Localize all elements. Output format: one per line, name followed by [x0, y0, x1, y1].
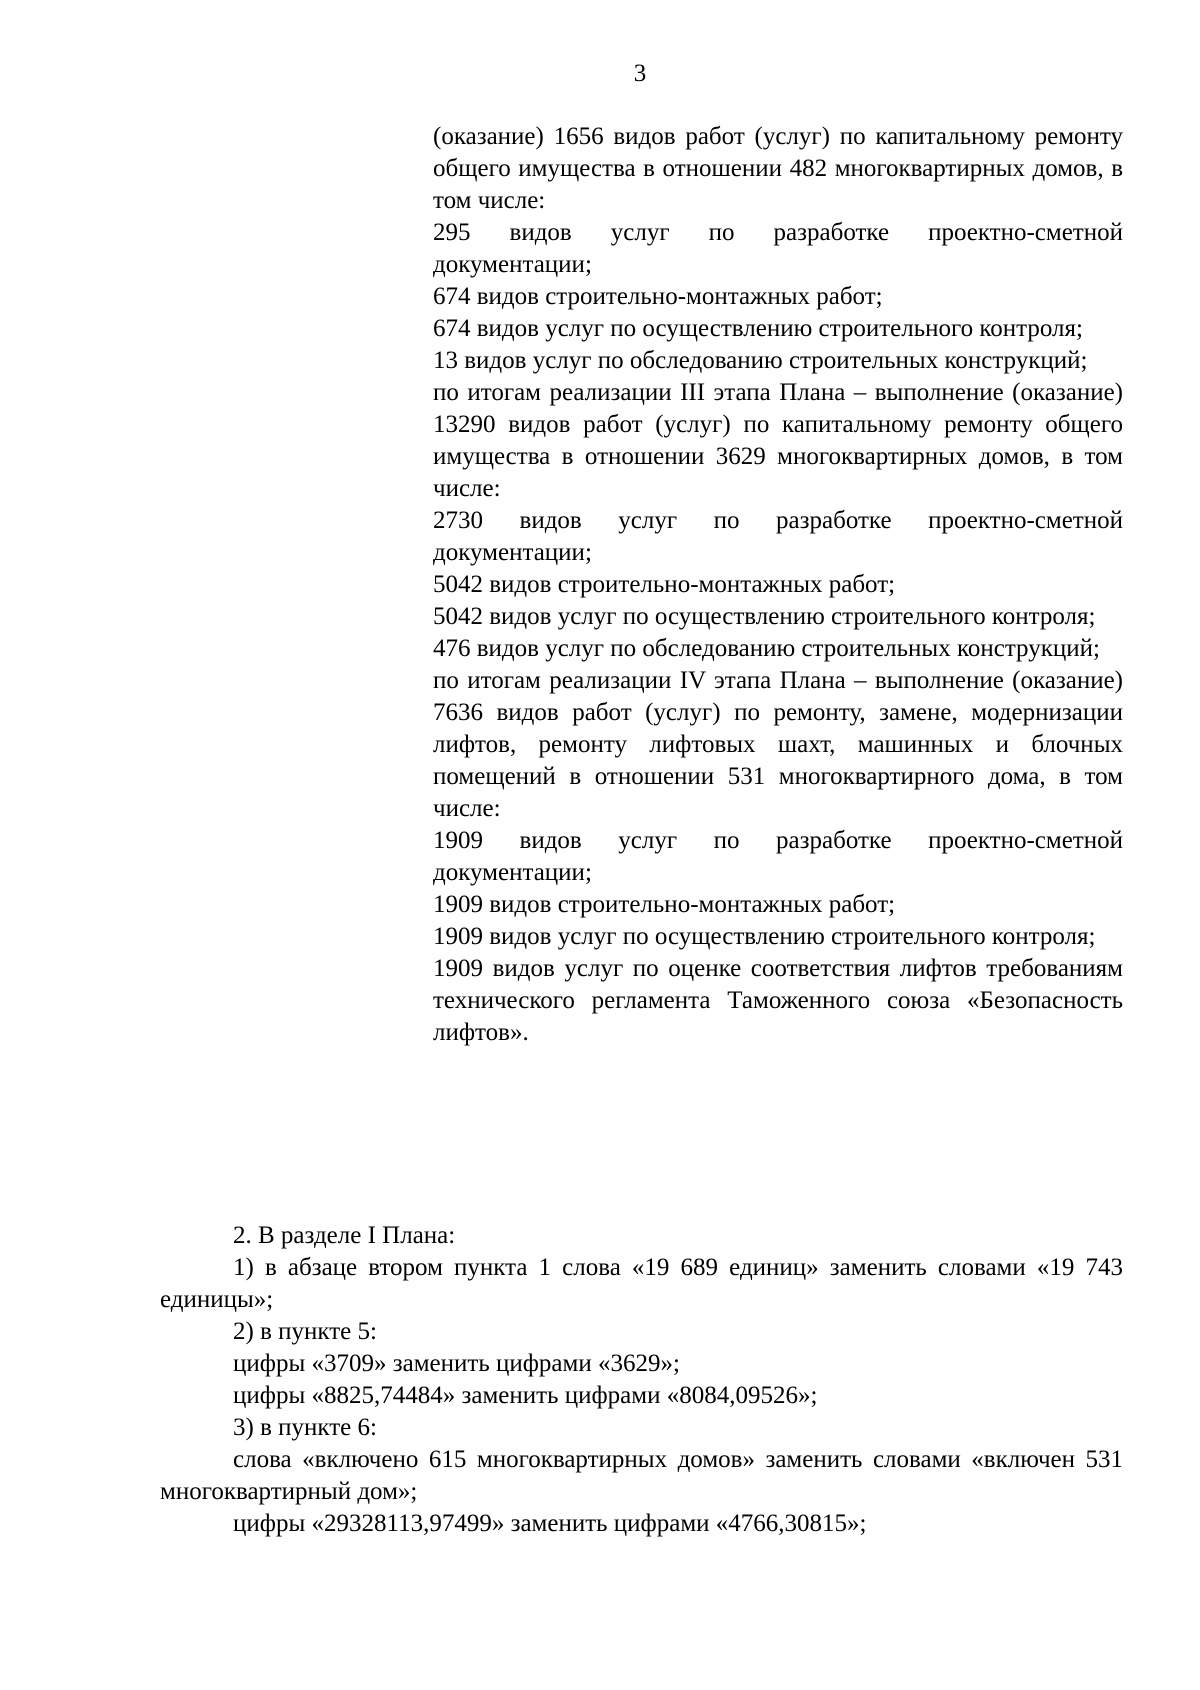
page-number: 3 [633, 60, 647, 87]
indented-paragraph: 1909 видов услуг по оценке соответствия лифтов требованиям технического регламента Таможенного союза «Безопасность лифтов». [433, 955, 1123, 1046]
indented-paragraph: по итогам реализации III этапа Плана – выполнение (оказание) 13290 видов работ (услуг) по капитальному ремонту общего имущества в отношении 3629 многоквартирных домов, в том числе: [433, 379, 1123, 502]
indented-paragraph: по итогам реализации IV этапа Плана – выполнение (оказание) 7636 видов работ (услуг) по ремонту, замене, модернизации лифтов, ремонту лифтовых шахт, машинных и блочных помещений в отношении 531 многоквартирного дома, в том числе: [433, 667, 1123, 822]
body-paragraph: цифры «8825,74484» заменить цифрами «8084,09526»; [233, 1382, 818, 1409]
indented-paragraph: 5042 видов услуг по осуществлению строительного контроля; [433, 603, 1096, 630]
indented-paragraph: 1909 видов услуг по осуществлению строительного контроля; [433, 923, 1096, 950]
indented-paragraph: 295 видов услуг по разработке проектно-сметной документации; [433, 219, 1123, 278]
body-paragraph: 2. В разделе I Плана: [233, 1222, 456, 1249]
indented-paragraph: 5042 видов строительно-монтажных работ; [433, 571, 896, 598]
body-paragraph: цифры «3709» заменить цифрами «3629»; [233, 1350, 680, 1377]
indented-list [433, 121, 1123, 1049]
indented-paragraph: 1909 видов услуг по разработке проектно-сметной документации; [433, 827, 1123, 886]
body-paragraph: 3) в пункте 6: [233, 1414, 377, 1441]
indented-paragraph: 476 видов услуг по обследованию строительных конструкций; [433, 635, 1100, 662]
indented-paragraph: 674 видов услуг по осуществлению строительного контроля; [433, 315, 1083, 342]
indented-paragraph: 13 видов услуг по обследованию строительных конструкций; [433, 347, 1088, 374]
indented-paragraph: (оказание) 1656 видов работ (услуг) по капитальному ремонту общего имущества в отношении 482 многоквартирных домов, в том числе: [433, 123, 1123, 214]
body-paragraph: 2) в пункте 5: [233, 1318, 377, 1345]
body-paragraph: цифры «29328113,97499» заменить цифрами «4766,30815»; [233, 1510, 867, 1537]
indented-paragraph: 1909 видов строительно-монтажных работ; [433, 891, 896, 918]
indented-paragraph: 2730 видов услуг по разработке проектно-сметной документации; [433, 507, 1123, 566]
indented-paragraph: 674 видов строительно-монтажных работ; [433, 283, 883, 310]
body-text [160, 1220, 1123, 1540]
body-paragraph: 1) в абзаце втором пункта 1 слова «19 689 единиц» заменить словами «19 743 единицы»; [160, 1254, 1123, 1313]
body-paragraph: слова «включено 615 многоквартирных домов» заменить словами «включен 531 многоквартирный дом»; [160, 1446, 1123, 1505]
